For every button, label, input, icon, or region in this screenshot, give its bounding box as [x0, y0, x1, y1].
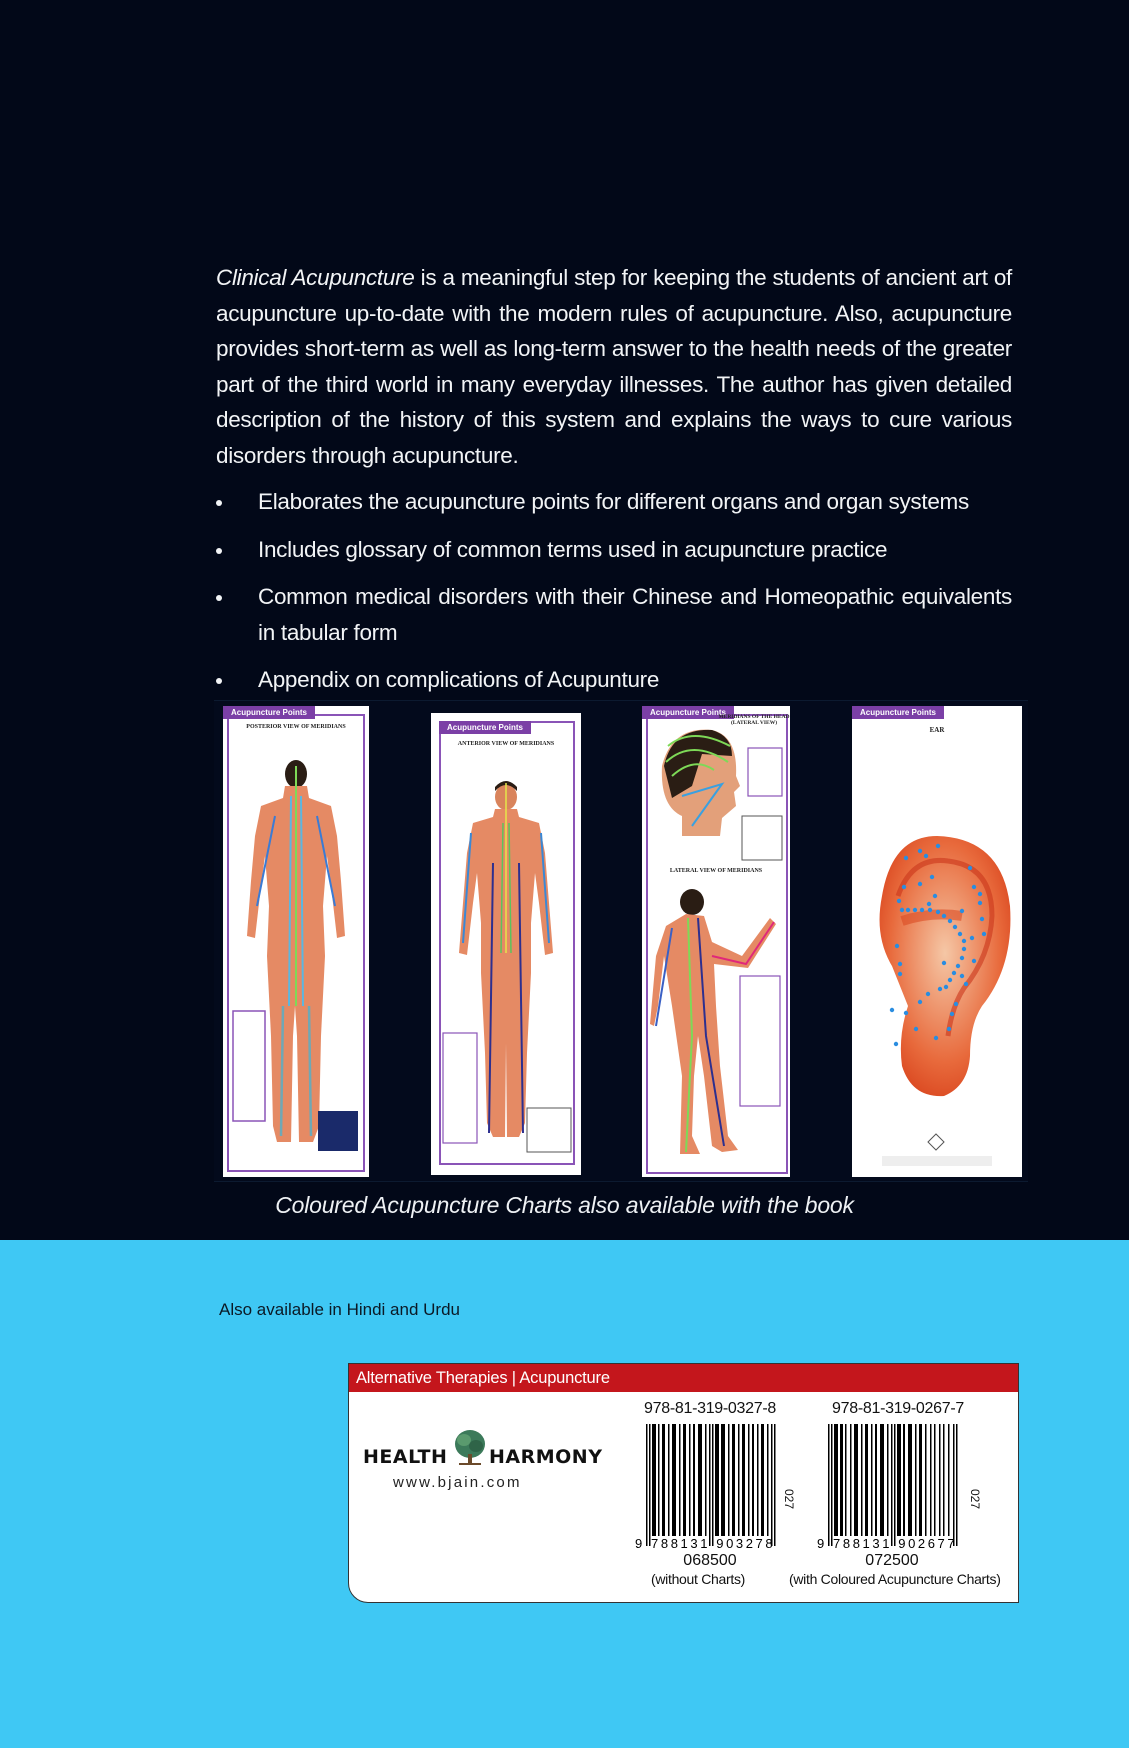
chart-ear: Acupuncture Points EAR	[852, 706, 1022, 1177]
category-bar: Alternative Therapies | Acupuncture	[349, 1364, 1019, 1392]
svg-text:9 788131 902677: 9 788131 902677	[817, 1536, 958, 1551]
publisher-logo: HEALTH HARMONY www.bjain.com	[363, 1432, 588, 1492]
barcode-graphic	[817, 1424, 977, 1552]
feature-item: Elaborates the acupuncture points for different organs and organ systems	[216, 484, 1012, 520]
price-code: 068500	[683, 1552, 737, 1569]
chart-lateral-view: Acupuncture Points MERIDIANS OF THE HEAD (LATERAL VIEW) LATERAL VIEW OF MERIDIANS	[642, 706, 790, 1177]
bullet-icon	[216, 548, 222, 554]
addon-code: 027	[782, 1488, 797, 1510]
tree-icon	[453, 1428, 487, 1468]
bullet-icon	[216, 500, 222, 506]
language-availability-note: Also available in Hindi and Urdu	[219, 1300, 460, 1319]
barcode-graphic	[635, 1424, 795, 1552]
charts-caption: Coloured Acupuncture Charts also available with the book	[275, 1192, 854, 1218]
body-back-illustration	[223, 706, 369, 1177]
edition-note: (with Coloured Acupuncture Charts)	[789, 1571, 1001, 1587]
bullet-icon	[216, 678, 222, 684]
isbn-label: 978-81-319-0327-8	[644, 1400, 776, 1417]
edition-note: (without Charts)	[651, 1571, 746, 1587]
ear-illustration	[852, 706, 1022, 1177]
chart-posterior-view: Acupuncture Points POSTERIOR VIEW OF MERIDIANS	[223, 706, 369, 1177]
description-paragraph	[216, 260, 1012, 473]
barcode-with-charts	[789, 1400, 1001, 1600]
addon-code: 027	[968, 1488, 983, 1510]
publisher-barcode-box	[348, 1363, 1019, 1603]
head-and-side-body-illustration	[642, 706, 790, 1177]
barcode-without-charts	[635, 1400, 815, 1600]
feature-item: Appendix on complications of Acupunture	[216, 662, 1012, 698]
svg-text:9 788131 903278: 9 788131 903278	[635, 1536, 776, 1551]
feature-item: Includes glossary of common terms used in acupuncture practice	[216, 532, 1012, 568]
description-body: is a meaningful step for keeping the students of ancient art of acupuncture up-to-date with the modern rules of acupuncture. Also, acupuncture provides short-term as well as long-term answer to the health needs of the greater part of the third world in many everyday illnesses. The author has given detailed description of the history of this system and explains the ways to cure various disorders through acupuncture.	[216, 265, 1012, 468]
feature-list	[216, 484, 1012, 710]
price-code: 072500	[865, 1552, 919, 1569]
chart-anterior-view: Acupuncture Points ANTERIOR VIEW OF MERIDIANS	[431, 713, 581, 1175]
publisher-website: www.bjain.com	[393, 1474, 522, 1491]
feature-item: Common medical disorders with their Chinese and Homeopathic equivalents in tabular form	[216, 579, 1012, 650]
acupuncture-charts-strip	[214, 700, 1028, 1182]
body-front-illustration	[431, 713, 581, 1175]
isbn-label: 978-81-319-0267-7	[832, 1400, 964, 1417]
book-title-italic: Clinical Acupuncture	[216, 265, 415, 290]
bullet-icon	[216, 595, 222, 601]
